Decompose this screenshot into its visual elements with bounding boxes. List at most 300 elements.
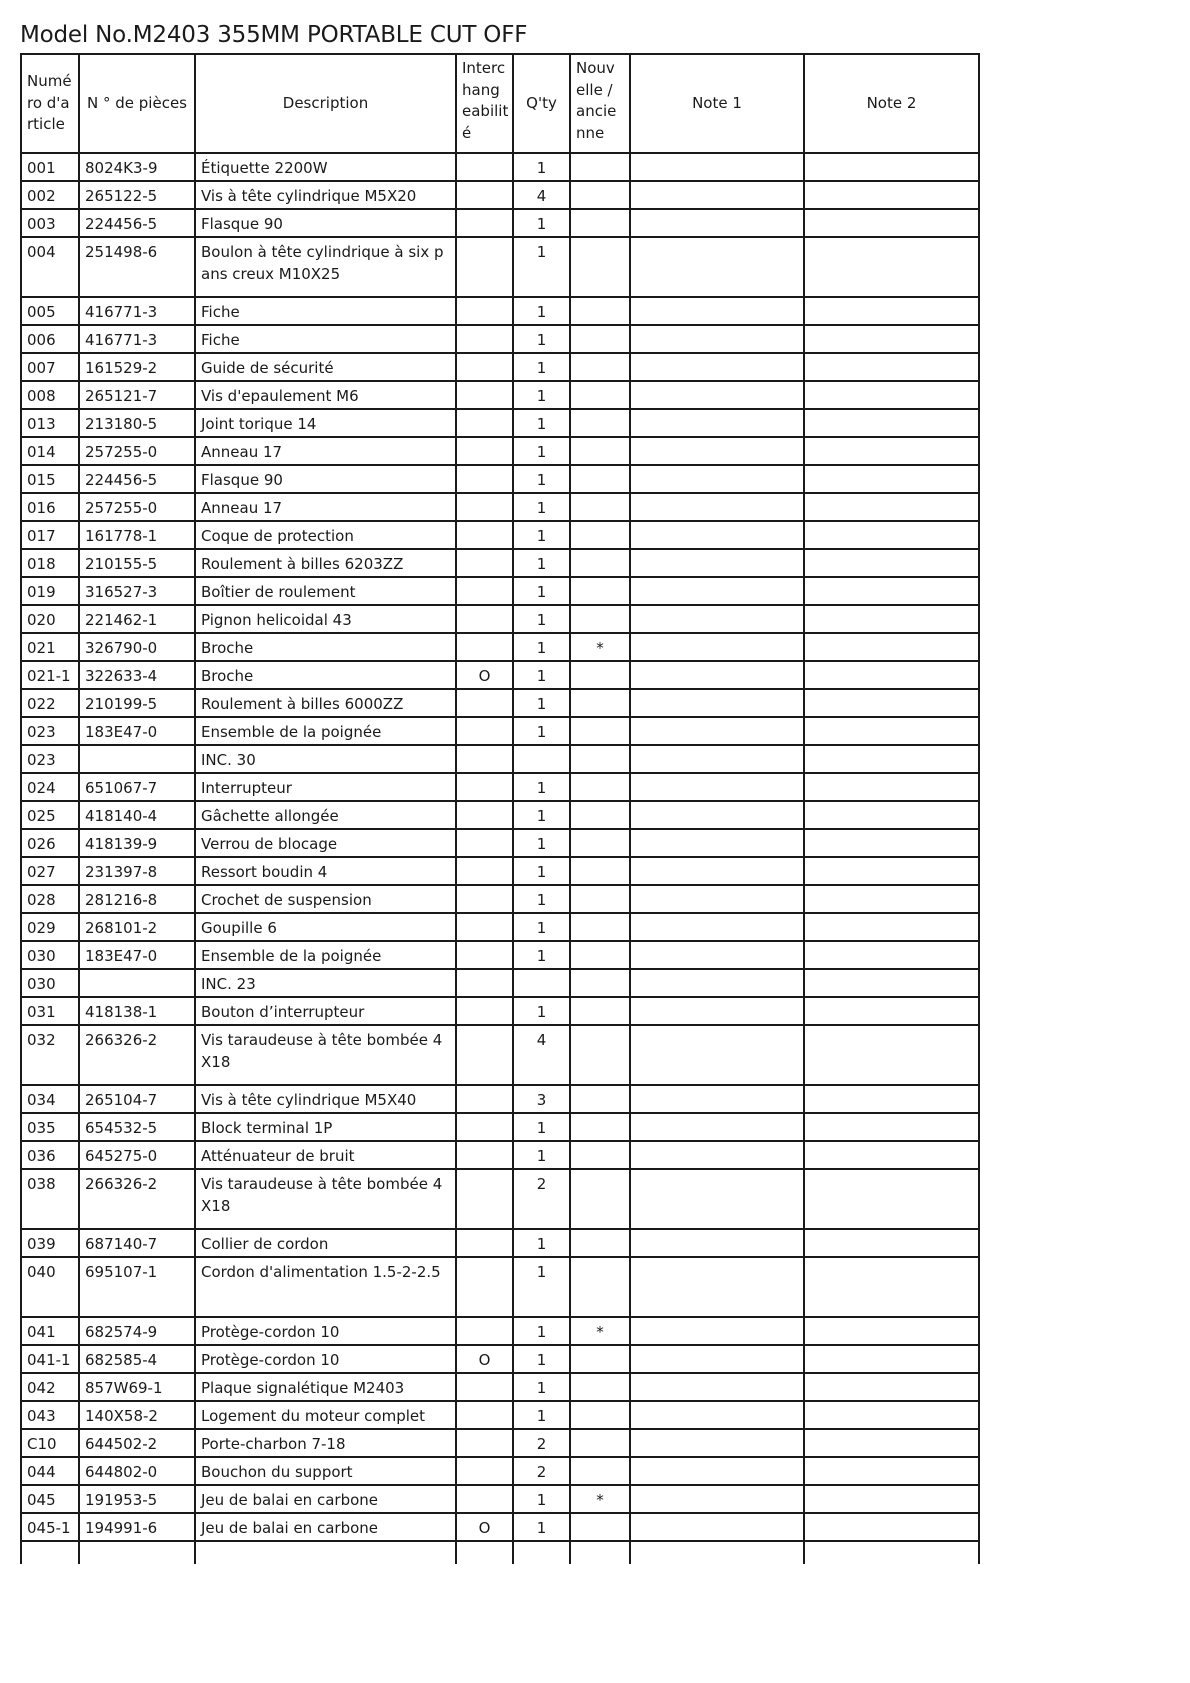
cell-interchangeability (456, 913, 513, 941)
header-note-1: Note 1 (630, 54, 804, 153)
cell-new-old (570, 1025, 630, 1085)
cell-part-no: 8024K3-9 (79, 153, 195, 181)
cell-interchangeability (456, 409, 513, 437)
cell-item-no: 015 (21, 465, 79, 493)
cell-note-2 (804, 1229, 979, 1257)
cell-new-old (570, 801, 630, 829)
cell-qty: 1 (513, 437, 570, 465)
cell-qty: 1 (513, 153, 570, 181)
cell-description: Vis d'epaulement M6 (195, 381, 456, 409)
cell-item-no: 032 (21, 1025, 79, 1085)
cell-new-old (570, 549, 630, 577)
cell-description: Bouchon du support (195, 1457, 456, 1485)
cell-interchangeability (456, 801, 513, 829)
cell-interchangeability (456, 521, 513, 549)
cell-new-old (570, 605, 630, 633)
cell-qty: 1 (513, 353, 570, 381)
cell-note-2 (804, 605, 979, 633)
cell-interchangeability (456, 829, 513, 857)
cell-note-2 (804, 941, 979, 969)
cell-description: Coque de protection (195, 521, 456, 549)
header-new-old: Nouv elle / ancie nne (570, 54, 630, 153)
cell-qty: 1 (513, 857, 570, 885)
cell-description: Cordon d'alimentation 1.5-2-2.5 (195, 1257, 456, 1317)
cell-qty: 1 (513, 409, 570, 437)
cell-interchangeability (456, 997, 513, 1025)
cell-description: Roulement à billes 6203ZZ (195, 549, 456, 577)
cell-description: Fiche (195, 325, 456, 353)
table-row (21, 997, 979, 1025)
cell-qty: 1 (513, 465, 570, 493)
cell-description: Flasque 90 (195, 209, 456, 237)
cell-interchangeability (456, 297, 513, 325)
cell-description: Vis taraudeuse à tête bombée 4X18 (195, 1025, 456, 1085)
cell-description: INC. 23 (195, 969, 456, 997)
cell-part-no: 265121-7 (79, 381, 195, 409)
parts-table-body (21, 153, 979, 1564)
cell-part-no: 416771-3 (79, 325, 195, 353)
cell-interchangeability (456, 717, 513, 745)
cell-item-no: 039 (21, 1229, 79, 1257)
cell-description: Jeu de balai en carbone (195, 1513, 456, 1541)
cell-item-no: 034 (21, 1085, 79, 1113)
cell-note-2 (804, 493, 979, 521)
cell-note-2 (804, 577, 979, 605)
cell-note-1 (630, 353, 804, 381)
cell-item-no: 003 (21, 209, 79, 237)
cell-part-no: 322633-4 (79, 661, 195, 689)
cell-description: Joint torique 14 (195, 409, 456, 437)
header-description: Description (195, 54, 456, 153)
cell-part-no (79, 745, 195, 773)
cell-part-no: 224456-5 (79, 209, 195, 237)
cell-note-1 (630, 521, 804, 549)
cell-item-no: 017 (21, 521, 79, 549)
cell-description: Boulon à tête cylindrique à six pans creux M10X25 (195, 237, 456, 297)
cell-note-2 (804, 1169, 979, 1229)
cell-part-no: 682574-9 (79, 1317, 195, 1345)
cell-item-no: 027 (21, 857, 79, 885)
cell-qty: 1 (513, 773, 570, 801)
cell-interchangeability (456, 1085, 513, 1113)
cell-item-no: 045 (21, 1485, 79, 1513)
cell-qty: 1 (513, 1513, 570, 1541)
cell-new-old (570, 493, 630, 521)
table-row (21, 969, 979, 997)
cell-interchangeability (456, 465, 513, 493)
cell-part-no: 231397-8 (79, 857, 195, 885)
table-row (21, 181, 979, 209)
cell-interchangeability (456, 605, 513, 633)
table-row (21, 829, 979, 857)
cell-part-no: 266326-2 (79, 1169, 195, 1229)
cell-note-1 (630, 153, 804, 181)
cell-note-1 (630, 1257, 804, 1317)
cell-part-no: 183E47-0 (79, 941, 195, 969)
cell-part-no: 281216-8 (79, 885, 195, 913)
cell-part-no: 857W69-1 (79, 1373, 195, 1401)
cell-new-old (570, 297, 630, 325)
cell-item-no: 025 (21, 801, 79, 829)
cell-qty: 1 (513, 1373, 570, 1401)
empty-cell (630, 1541, 804, 1564)
cell-description: Plaque signalétique M2403 (195, 1373, 456, 1401)
cell-part-no: 268101-2 (79, 913, 195, 941)
header-part-no: N ° de pièces (79, 54, 195, 153)
cell-note-2 (804, 465, 979, 493)
table-row (21, 1429, 979, 1457)
cell-new-old (570, 829, 630, 857)
cell-interchangeability (456, 325, 513, 353)
cell-new-old (570, 1429, 630, 1457)
cell-note-1 (630, 1085, 804, 1113)
cell-part-no: 687140-7 (79, 1229, 195, 1257)
cell-interchangeability (456, 1429, 513, 1457)
cell-interchangeability (456, 437, 513, 465)
cell-interchangeability (456, 493, 513, 521)
cell-interchangeability (456, 885, 513, 913)
cell-qty: 1 (513, 237, 570, 297)
cell-description: Pignon helicoidal 43 (195, 605, 456, 633)
cell-part-no: 654532-5 (79, 1113, 195, 1141)
cell-item-no: 041 (21, 1317, 79, 1345)
cell-item-no: 043 (21, 1401, 79, 1429)
cell-interchangeability: O (456, 1345, 513, 1373)
cell-item-no: C10 (21, 1429, 79, 1457)
cell-part-no: 257255-0 (79, 493, 195, 521)
cell-interchangeability (456, 941, 513, 969)
cell-item-no: 016 (21, 493, 79, 521)
cell-interchangeability (456, 969, 513, 997)
cell-note-1 (630, 381, 804, 409)
cell-part-no: 265104-7 (79, 1085, 195, 1113)
cell-qty: 1 (513, 521, 570, 549)
cell-description: Flasque 90 (195, 465, 456, 493)
cell-interchangeability (456, 1141, 513, 1169)
cell-qty: 1 (513, 717, 570, 745)
cell-qty: 3 (513, 1085, 570, 1113)
parts-table (20, 53, 980, 1564)
cell-note-2 (804, 549, 979, 577)
cell-description: Guide de sécurité (195, 353, 456, 381)
cell-note-2 (804, 209, 979, 237)
cell-qty: 1 (513, 885, 570, 913)
table-row (21, 857, 979, 885)
cell-new-old (570, 521, 630, 549)
cell-note-1 (630, 1113, 804, 1141)
cell-part-no: 183E47-0 (79, 717, 195, 745)
cell-new-old (570, 717, 630, 745)
empty-cell (570, 1541, 630, 1564)
cell-item-no: 002 (21, 181, 79, 209)
cell-interchangeability (456, 689, 513, 717)
cell-note-2 (804, 437, 979, 465)
cell-note-2 (804, 1141, 979, 1169)
cell-new-old (570, 857, 630, 885)
cell-new-old (570, 1401, 630, 1429)
cell-item-no: 026 (21, 829, 79, 857)
cell-note-2 (804, 913, 979, 941)
cell-item-no: 001 (21, 153, 79, 181)
cell-new-old (570, 1373, 630, 1401)
header-item-no: Numé ro d'a rticle (21, 54, 79, 153)
cell-part-no: 326790-0 (79, 633, 195, 661)
table-row (21, 1373, 979, 1401)
cell-qty: 1 (513, 689, 570, 717)
cell-item-no: 023 (21, 745, 79, 773)
cell-item-no: 036 (21, 1141, 79, 1169)
cell-interchangeability (456, 1169, 513, 1229)
cell-note-1 (630, 829, 804, 857)
cell-part-no: 418140-4 (79, 801, 195, 829)
cell-note-1 (630, 717, 804, 745)
empty-cell (513, 1541, 570, 1564)
cell-qty: 1 (513, 549, 570, 577)
cell-new-old: * (570, 1485, 630, 1513)
cell-interchangeability (456, 1229, 513, 1257)
cell-part-no: 251498-6 (79, 237, 195, 297)
table-row (21, 549, 979, 577)
cell-part-no: 682585-4 (79, 1345, 195, 1373)
cell-item-no: 013 (21, 409, 79, 437)
cell-note-2 (804, 1485, 979, 1513)
cell-note-1 (630, 209, 804, 237)
header-qty: Q'ty (513, 54, 570, 153)
cell-interchangeability (456, 773, 513, 801)
cell-description: Ensemble de la poignée (195, 717, 456, 745)
cell-item-no: 021 (21, 633, 79, 661)
cell-note-1 (630, 801, 804, 829)
cell-description: Vis taraudeuse à tête bombée 4X18 (195, 1169, 456, 1229)
cell-note-1 (630, 1025, 804, 1085)
cell-description: Vis à tête cylindrique M5X40 (195, 1085, 456, 1113)
cell-interchangeability (456, 857, 513, 885)
table-row (21, 1401, 979, 1429)
cell-interchangeability (456, 633, 513, 661)
table-row (21, 521, 979, 549)
cell-description: Protège-cordon 10 (195, 1345, 456, 1373)
cell-note-1 (630, 297, 804, 325)
cell-description: Collier de cordon (195, 1229, 456, 1257)
cell-note-1 (630, 437, 804, 465)
cell-interchangeability (456, 1317, 513, 1345)
cell-part-no: 257255-0 (79, 437, 195, 465)
cell-note-2 (804, 325, 979, 353)
cell-note-1 (630, 997, 804, 1025)
cell-note-1 (630, 1485, 804, 1513)
cell-part-no: 213180-5 (79, 409, 195, 437)
cell-note-1 (630, 857, 804, 885)
table-row (21, 885, 979, 913)
cell-note-2 (804, 353, 979, 381)
cell-description: Anneau 17 (195, 493, 456, 521)
cell-item-no: 019 (21, 577, 79, 605)
cell-note-1 (630, 913, 804, 941)
cell-description: Bouton d’interrupteur (195, 997, 456, 1025)
cell-interchangeability (456, 745, 513, 773)
cell-note-1 (630, 885, 804, 913)
cell-note-2 (804, 1317, 979, 1345)
cell-note-1 (630, 237, 804, 297)
cell-note-2 (804, 857, 979, 885)
table-row (21, 717, 979, 745)
table-row (21, 1345, 979, 1373)
cell-note-2 (804, 1113, 979, 1141)
cell-description: Roulement à billes 6000ZZ (195, 689, 456, 717)
cell-interchangeability (456, 1373, 513, 1401)
table-row (21, 941, 979, 969)
cell-description: Protège-cordon 10 (195, 1317, 456, 1345)
cell-interchangeability: O (456, 661, 513, 689)
table-row (21, 1113, 979, 1141)
cell-part-no: 644802-0 (79, 1457, 195, 1485)
cell-note-1 (630, 325, 804, 353)
table-row (21, 577, 979, 605)
cell-interchangeability (456, 1025, 513, 1085)
cell-new-old (570, 745, 630, 773)
cell-item-no: 030 (21, 969, 79, 997)
cell-description: Broche (195, 633, 456, 661)
cell-new-old (570, 1229, 630, 1257)
cell-note-1 (630, 1373, 804, 1401)
cell-note-2 (804, 1401, 979, 1429)
cell-description: Atténuateur de bruit (195, 1141, 456, 1169)
table-row-empty (21, 1541, 979, 1564)
cell-qty: 1 (513, 1257, 570, 1317)
cell-interchangeability (456, 181, 513, 209)
cell-item-no: 021-1 (21, 661, 79, 689)
cell-part-no: 210155-5 (79, 549, 195, 577)
cell-note-1 (630, 1141, 804, 1169)
cell-new-old (570, 773, 630, 801)
header-row (21, 54, 979, 153)
cell-new-old (570, 381, 630, 409)
cell-note-1 (630, 181, 804, 209)
cell-interchangeability (456, 1257, 513, 1317)
cell-note-2 (804, 969, 979, 997)
cell-item-no: 006 (21, 325, 79, 353)
cell-note-2 (804, 1513, 979, 1541)
table-row (21, 1485, 979, 1513)
cell-note-1 (630, 493, 804, 521)
cell-item-no: 022 (21, 689, 79, 717)
table-row (21, 493, 979, 521)
cell-part-no: 645275-0 (79, 1141, 195, 1169)
cell-note-2 (804, 745, 979, 773)
cell-note-2 (804, 237, 979, 297)
cell-note-1 (630, 465, 804, 493)
cell-note-2 (804, 1345, 979, 1373)
cell-note-2 (804, 1429, 979, 1457)
cell-description: Ensemble de la poignée (195, 941, 456, 969)
cell-note-1 (630, 577, 804, 605)
cell-new-old (570, 689, 630, 717)
cell-note-2 (804, 1085, 979, 1113)
cell-qty: 1 (513, 209, 570, 237)
cell-new-old (570, 1345, 630, 1373)
cell-qty: 2 (513, 1169, 570, 1229)
header-interchangeability: Interc hang eabilit é (456, 54, 513, 153)
cell-part-no: 416771-3 (79, 297, 195, 325)
cell-note-1 (630, 1229, 804, 1257)
table-row (21, 1317, 979, 1345)
cell-note-2 (804, 1457, 979, 1485)
table-row (21, 1457, 979, 1485)
cell-qty: 1 (513, 1317, 570, 1345)
cell-note-1 (630, 1401, 804, 1429)
table-row (21, 1025, 979, 1085)
cell-note-1 (630, 605, 804, 633)
empty-cell (195, 1541, 456, 1564)
cell-qty: 1 (513, 493, 570, 521)
cell-note-2 (804, 997, 979, 1025)
cell-description: Jeu de balai en carbone (195, 1485, 456, 1513)
cell-new-old (570, 1513, 630, 1541)
cell-new-old (570, 1457, 630, 1485)
cell-note-1 (630, 1513, 804, 1541)
cell-new-old (570, 913, 630, 941)
cell-new-old (570, 1141, 630, 1169)
cell-description: INC. 30 (195, 745, 456, 773)
header-note-2: Note 2 (804, 54, 979, 153)
cell-note-1 (630, 745, 804, 773)
cell-note-2 (804, 181, 979, 209)
cell-item-no: 044 (21, 1457, 79, 1485)
cell-description: Gâchette allongée (195, 801, 456, 829)
cell-interchangeability (456, 381, 513, 409)
cell-qty: 1 (513, 1345, 570, 1373)
cell-note-1 (630, 1345, 804, 1373)
cell-qty: 1 (513, 829, 570, 857)
cell-note-2 (804, 1025, 979, 1085)
cell-item-no: 008 (21, 381, 79, 409)
cell-note-2 (804, 1373, 979, 1401)
cell-item-no: 030 (21, 941, 79, 969)
cell-item-no: 042 (21, 1373, 79, 1401)
cell-interchangeability (456, 1113, 513, 1141)
cell-part-no: 224456-5 (79, 465, 195, 493)
cell-qty: 1 (513, 297, 570, 325)
cell-qty: 1 (513, 997, 570, 1025)
cell-note-2 (804, 409, 979, 437)
cell-new-old (570, 577, 630, 605)
table-row (21, 153, 979, 181)
cell-description: Vis à tête cylindrique M5X20 (195, 181, 456, 209)
cell-note-2 (804, 521, 979, 549)
cell-note-2 (804, 1257, 979, 1317)
cell-note-1 (630, 969, 804, 997)
empty-cell (79, 1541, 195, 1564)
table-row (21, 661, 979, 689)
table-row (21, 745, 979, 773)
cell-new-old (570, 969, 630, 997)
cell-interchangeability (456, 353, 513, 381)
cell-new-old (570, 997, 630, 1025)
cell-new-old (570, 209, 630, 237)
cell-interchangeability (456, 209, 513, 237)
cell-description: Broche (195, 661, 456, 689)
table-row (21, 1085, 979, 1113)
cell-new-old (570, 237, 630, 297)
table-row (21, 1141, 979, 1169)
table-row (21, 1513, 979, 1541)
cell-interchangeability: O (456, 1513, 513, 1541)
cell-new-old (570, 1257, 630, 1317)
cell-description: Boîtier de roulement (195, 577, 456, 605)
cell-item-no: 031 (21, 997, 79, 1025)
cell-interchangeability (456, 1457, 513, 1485)
cell-new-old (570, 437, 630, 465)
